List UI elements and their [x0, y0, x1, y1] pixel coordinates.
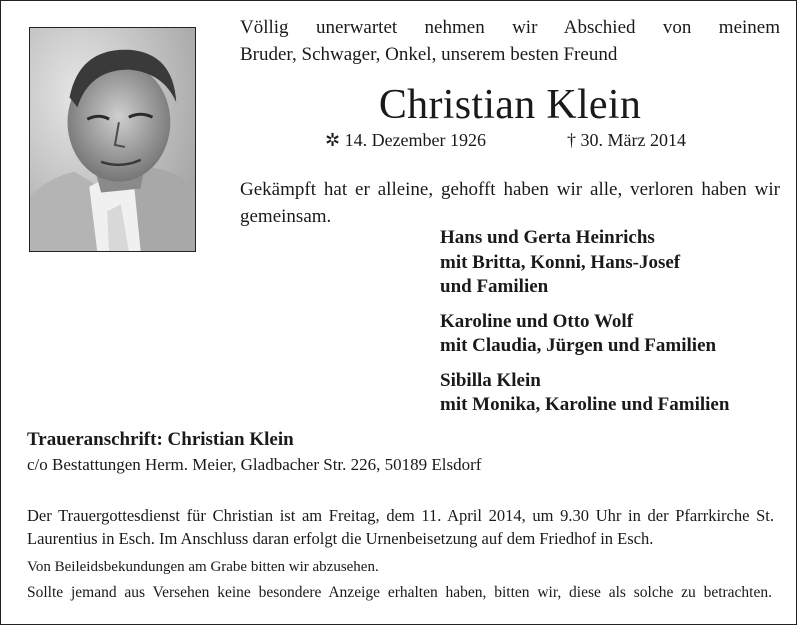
address-line: c/o Bestattungen Herm. Meier, Gladbacher Str. 226, 50189 Elsdorf [27, 455, 482, 474]
portrait-photo [29, 27, 196, 252]
mourner-group [440, 369, 785, 418]
intro-line-2: Bruder, Schwager, Onkel, unserem besten Freund [240, 44, 618, 65]
mourner-line: Sibilla Klein [440, 369, 541, 391]
notice-text: Sollte jemand aus Versehen keine besondere Anzeige erhalten haben, bitten wir, diese als solche zu betrachten. [27, 584, 772, 601]
portrait-image [30, 28, 195, 251]
mourner-group [440, 310, 785, 359]
mourner-line: mit Britta, Konni, Hans-Josef [440, 251, 681, 273]
mourner-line: mit Claudia, Jürgen und Familien [440, 335, 717, 356]
condolences-text: Von Beileidsbekundungen am Grabe bitten wir abzusehen. [27, 559, 379, 575]
intro-text [240, 14, 780, 68]
mourner-line: Hans und Gerta Heinrichs [440, 227, 655, 248]
mourner-group [440, 226, 785, 300]
intro-line-1: Völlig unerwartet nehmen wir Abschied von meinem [240, 17, 780, 38]
death-date: † 30. März 2014 [567, 130, 686, 150]
mourners-list [440, 226, 785, 428]
deceased-name: Christian Klein [378, 82, 642, 128]
birth-date: ✲ 14. Dezember 1926 [325, 130, 487, 150]
quote-text: Gekämpft hat er alleine, gehofft haben wir alle, verloren haben wir gemeinsam. [240, 179, 780, 227]
mourner-line: und Familien [440, 276, 549, 297]
mourner-line: Karoline und Otto Wolf [440, 310, 634, 332]
mourner-line: mit Monika, Karoline und Familien [440, 394, 730, 415]
service-text: Der Trauergottesdienst für Christian ist am Freitag, dem 11. April 2014, um 9.30 Uhr in der Pfarrkirche St. Laurentius in Esch. Im Anschluss daran erfolgt die Urnenbeisetzung auf dem Friedhof in Esch. [27, 506, 774, 548]
address-title: Traueranschrift: Christian Klein [27, 429, 294, 450]
